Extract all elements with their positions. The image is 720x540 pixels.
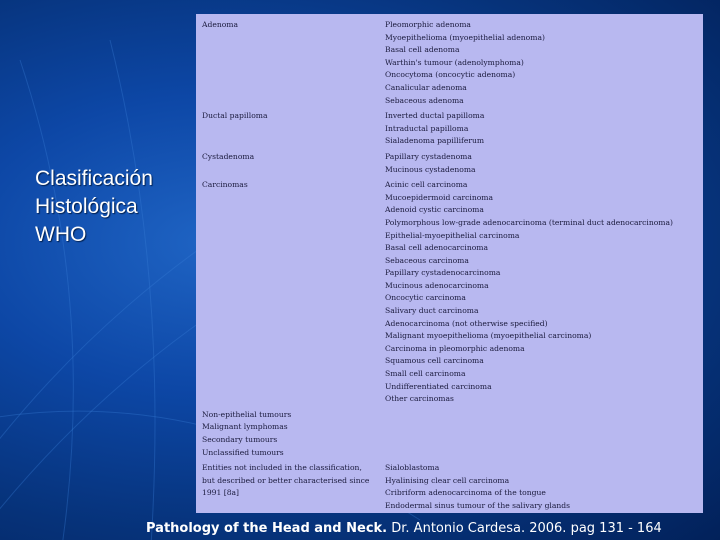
slide-title [35, 165, 185, 249]
subtype-cell [385, 462, 703, 512]
table-row [196, 151, 703, 176]
subtype-cell [385, 110, 703, 148]
subtype-item: Cribriform adenocarcinoma of the tongue [385, 488, 546, 498]
category-cell [202, 462, 382, 500]
subtype-item: Basal cell adenocarcinoma [385, 243, 489, 253]
subtype-item: Squamous cell carcinoma [385, 356, 484, 366]
table-row [196, 110, 703, 148]
subtype-item: Polymorphous low-grade adenocarcinoma (terminal duct adenocarcinoma) [385, 217, 674, 227]
subtype-item: Mucinous adenocarcinoma [385, 280, 489, 290]
category-label: Non-epithelial tumours [202, 409, 292, 419]
subtype-item: Adenoid cystic carcinoma [385, 205, 484, 215]
title-line: WHO [35, 223, 87, 246]
category-cell [202, 409, 382, 459]
subtype-item: Salivary duct carcinoma [385, 306, 479, 316]
subtype-item: Mucinous cystadenoma [385, 164, 476, 174]
subtype-cell [385, 151, 703, 176]
subtype-item: Undifferentiated carcinoma [385, 381, 492, 391]
subtype-item: Papillary cystadenocarcinoma [385, 268, 501, 278]
subtype-cell [385, 409, 703, 459]
subtype-item: Oncocytoma (oncocytic adenoma) [385, 70, 516, 80]
subtype-item: Malignant myoepithelioma (myoepithelial carcinoma) [385, 331, 592, 341]
subtype-cell [385, 179, 703, 406]
subtype-item: Adenocarcinoma (not otherwise specified) [385, 318, 548, 328]
category-label: Ductal papilloma [202, 111, 268, 121]
subtype-item: Basal cell adenoma [385, 45, 460, 55]
category-cell [202, 179, 382, 192]
table-row [196, 179, 703, 406]
category-label: Cystadenoma [202, 151, 255, 161]
subtype-item: Sebaceous adenoma [385, 95, 464, 105]
citation [146, 521, 718, 536]
subtype-item: Acinic cell carcinoma [385, 180, 468, 190]
category-label: Adenoma [202, 20, 239, 29]
subtype-item: Small cell carcinoma [385, 369, 466, 379]
category-cell [202, 110, 382, 123]
subtype-item: Pleomorphic adenoma [385, 20, 471, 29]
category-label: Malignant lymphomas [202, 422, 288, 432]
citation-book: Pathology of the Head and Neck. [146, 521, 388, 536]
subtype-item: Epithelial-myoepithelial carcinoma [385, 230, 520, 240]
subtype-item: Sebaceous carcinoma [385, 255, 469, 265]
table-row [196, 462, 703, 512]
category-label: Carcinomas [202, 180, 248, 190]
subtype-item: Other carcinomas [385, 394, 454, 404]
subtype-item: Warthin's tumour (adenolymphoma) [385, 57, 524, 67]
category-label: but described or better characterised since [202, 475, 370, 485]
table-row [196, 409, 703, 459]
subtype-item: Inverted ductal papilloma [385, 111, 485, 121]
subtype-item: Canalicular adenoma [385, 82, 467, 92]
subtype-item [385, 421, 699, 434]
subtype-item: Myoepithelioma (myoepithelial adenoma) [385, 32, 545, 42]
subtype-item: Oncocytic carcinoma [385, 293, 466, 303]
category-cell [202, 19, 382, 32]
classification-table [196, 14, 703, 513]
subtype-item: Endodermal sinus tumour of the salivary glands [385, 500, 571, 510]
subtype-item: Papillary cystadenoma [385, 151, 472, 161]
subtype-item: Sialoblastoma [385, 463, 440, 473]
category-label: Secondary tumours [202, 435, 278, 444]
title-line: Clasificación [35, 167, 153, 190]
title-line: Histológica [35, 195, 138, 218]
subtype-item: Carcinoma in pleomorphic adenoma [385, 343, 525, 353]
subtype-item: Sialadenoma papilliferum [385, 136, 485, 146]
category-label: Unclassified tumours [202, 447, 284, 457]
subtype-item: Intraductal papilloma [385, 123, 469, 133]
category-label: Entities not included in the classification, [202, 463, 362, 473]
table-body [196, 19, 703, 513]
subtype-cell [385, 19, 703, 107]
subtype-item [385, 447, 699, 460]
category-label: 1991 [8a] [202, 488, 240, 498]
table-row [196, 19, 703, 107]
category-cell [202, 151, 382, 164]
subtype-item [385, 409, 699, 422]
citation-details: Dr. Antonio Cardesa. 2006. pag 131 - 164 [387, 521, 662, 536]
subtype-item: Mucoepidermoid carcinoma [385, 192, 494, 202]
subtype-item: Hyalinising clear cell carcinoma [385, 475, 510, 485]
subtype-item [385, 434, 699, 447]
